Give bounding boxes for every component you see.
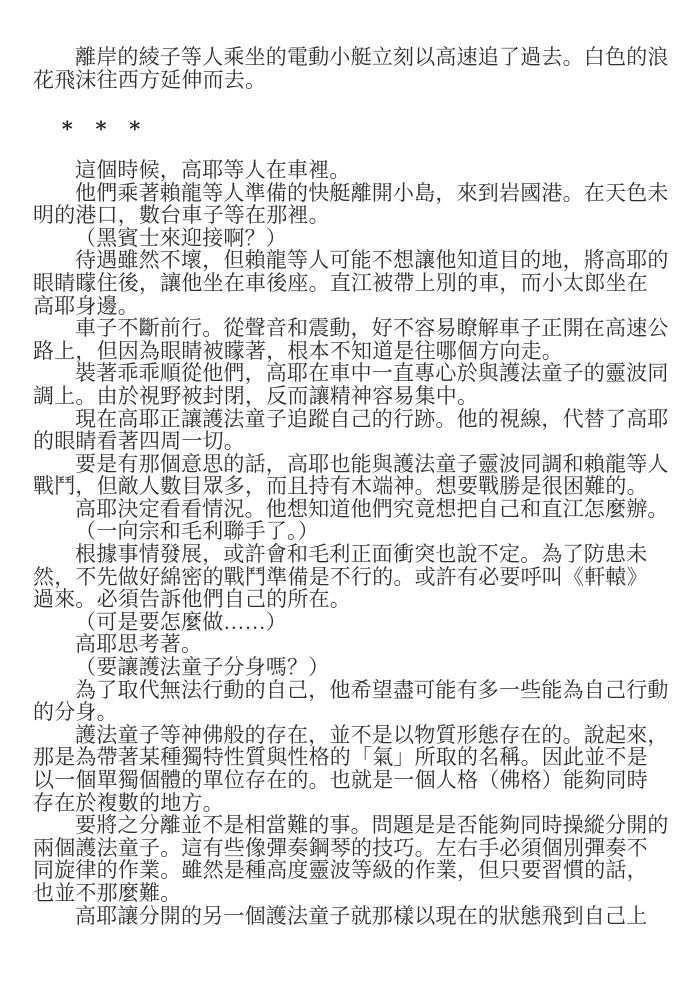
text-line: 他們乘著賴龍等人準備的快艇離開小島，來到岩國港。在天色未 <box>75 180 669 205</box>
text-line: 戰鬥，但敵人數目眾多，而且持有木端神。想要戰勝是很困難的。 <box>33 474 648 499</box>
text-line: 的分身。 <box>33 700 118 725</box>
text-line: 那是為帶著某種獨特性質與性格的「氣」所取的名稱。因此並不是 <box>33 745 648 770</box>
text-line: 眼睛矇住後，讓他坐在車後座。直江被帶上別的車，而小太郎坐在 <box>33 270 648 295</box>
text-line: 明的港口，數台車子等在那裡。 <box>33 203 330 228</box>
text-line: 根據事情發展，或許會和毛利正面衝突也說不定。為了防患未 <box>75 542 648 567</box>
text-line: 也並不那麼難。 <box>33 880 182 905</box>
text-line: （可是要怎麼做……） <box>75 609 287 634</box>
text-line: 同旋律的作業。雖然是種高度靈波等級的作業，但只要習慣的話， <box>33 858 648 883</box>
text-line: 裝著乖乖順從他們，高耶在車中一直專心於與護法童子的靈波同 <box>75 361 669 386</box>
text-line: 花飛沫往西方延伸而去。 <box>33 67 267 92</box>
text-line: 為了取代無法行動的自己，他希望盡可能有多一些能為自己行動 <box>75 677 669 702</box>
text-line: 高耶讓分開的另一個護法童子就那樣以現在的狀態飛到自己上 <box>75 903 648 928</box>
text-line: 過來。必須告訴他們自己的所在。 <box>33 587 351 612</box>
text-line: 高耶身邊。 <box>33 293 139 318</box>
text-line: 調上。由於視野被封閉，反而讓精神容易集中。 <box>33 383 479 408</box>
text-line: （一向宗和毛利聯手了。） <box>75 519 319 544</box>
text-line: 的眼睛看著四周一切。 <box>33 429 245 454</box>
text-line: 路上，但因為眼睛被矇著，根本不知道是往哪個方向走。 <box>33 338 563 363</box>
text-line <box>33 136 680 159</box>
text-line: （要讓護法童子分身嗎？） <box>75 655 330 680</box>
text-line <box>33 91 680 114</box>
text-line: 要是有那個意思的話，高耶也能與護法童子靈波同調和賴龍等人 <box>75 451 669 476</box>
section-separator: ∗ ∗ ∗ <box>60 112 150 137</box>
text-line: 以一個單獨個體的單位存在的。也就是一個人格（佛格）能夠同時 <box>33 768 648 792</box>
text-line: 兩個護法童子。這有些像彈奏鋼琴的技巧。左右手必須個別彈奏不 <box>33 835 648 860</box>
text-line: 存在於複數的地方。 <box>33 790 224 815</box>
text-line: 這個時候，高耶等人在車裡。 <box>75 157 351 182</box>
text-line: 護法童子等神佛般的存在，並不是以物質形態存在的。說起來， <box>75 722 669 747</box>
text-line: （黑賓士來迎接啊？） <box>75 225 287 250</box>
text-line: 車子不斷前行。從聲音和震動，好不容易瞭解車子正開在高速公 <box>75 316 669 341</box>
text-line: 高耶思考著。 <box>75 632 203 657</box>
text-content <box>33 46 680 927</box>
text-line: 然，不先做好綿密的戰鬥準備是不行的。或許有必要呼叫《軒轅》 <box>33 564 648 589</box>
text-line: 待遇雖然不壞，但賴龍等人可能不想讓他知道目的地，將高耶的 <box>75 248 669 273</box>
text-line: 現在高耶正讓護法童子追蹤自己的行跡。他的視線，代替了高耶 <box>75 406 669 431</box>
text-line: 離岸的綾子等人乘坐的電動小艇立刻以高速追了過去。白色的浪 <box>75 45 669 69</box>
text-line: 要將之分離並不是相當難的事。問題是是否能夠同時操縱分開的 <box>75 813 669 838</box>
text-line: 高耶決定看看情況。他想知道他們究竟想把自己和直江怎麼辦。 <box>75 496 669 521</box>
